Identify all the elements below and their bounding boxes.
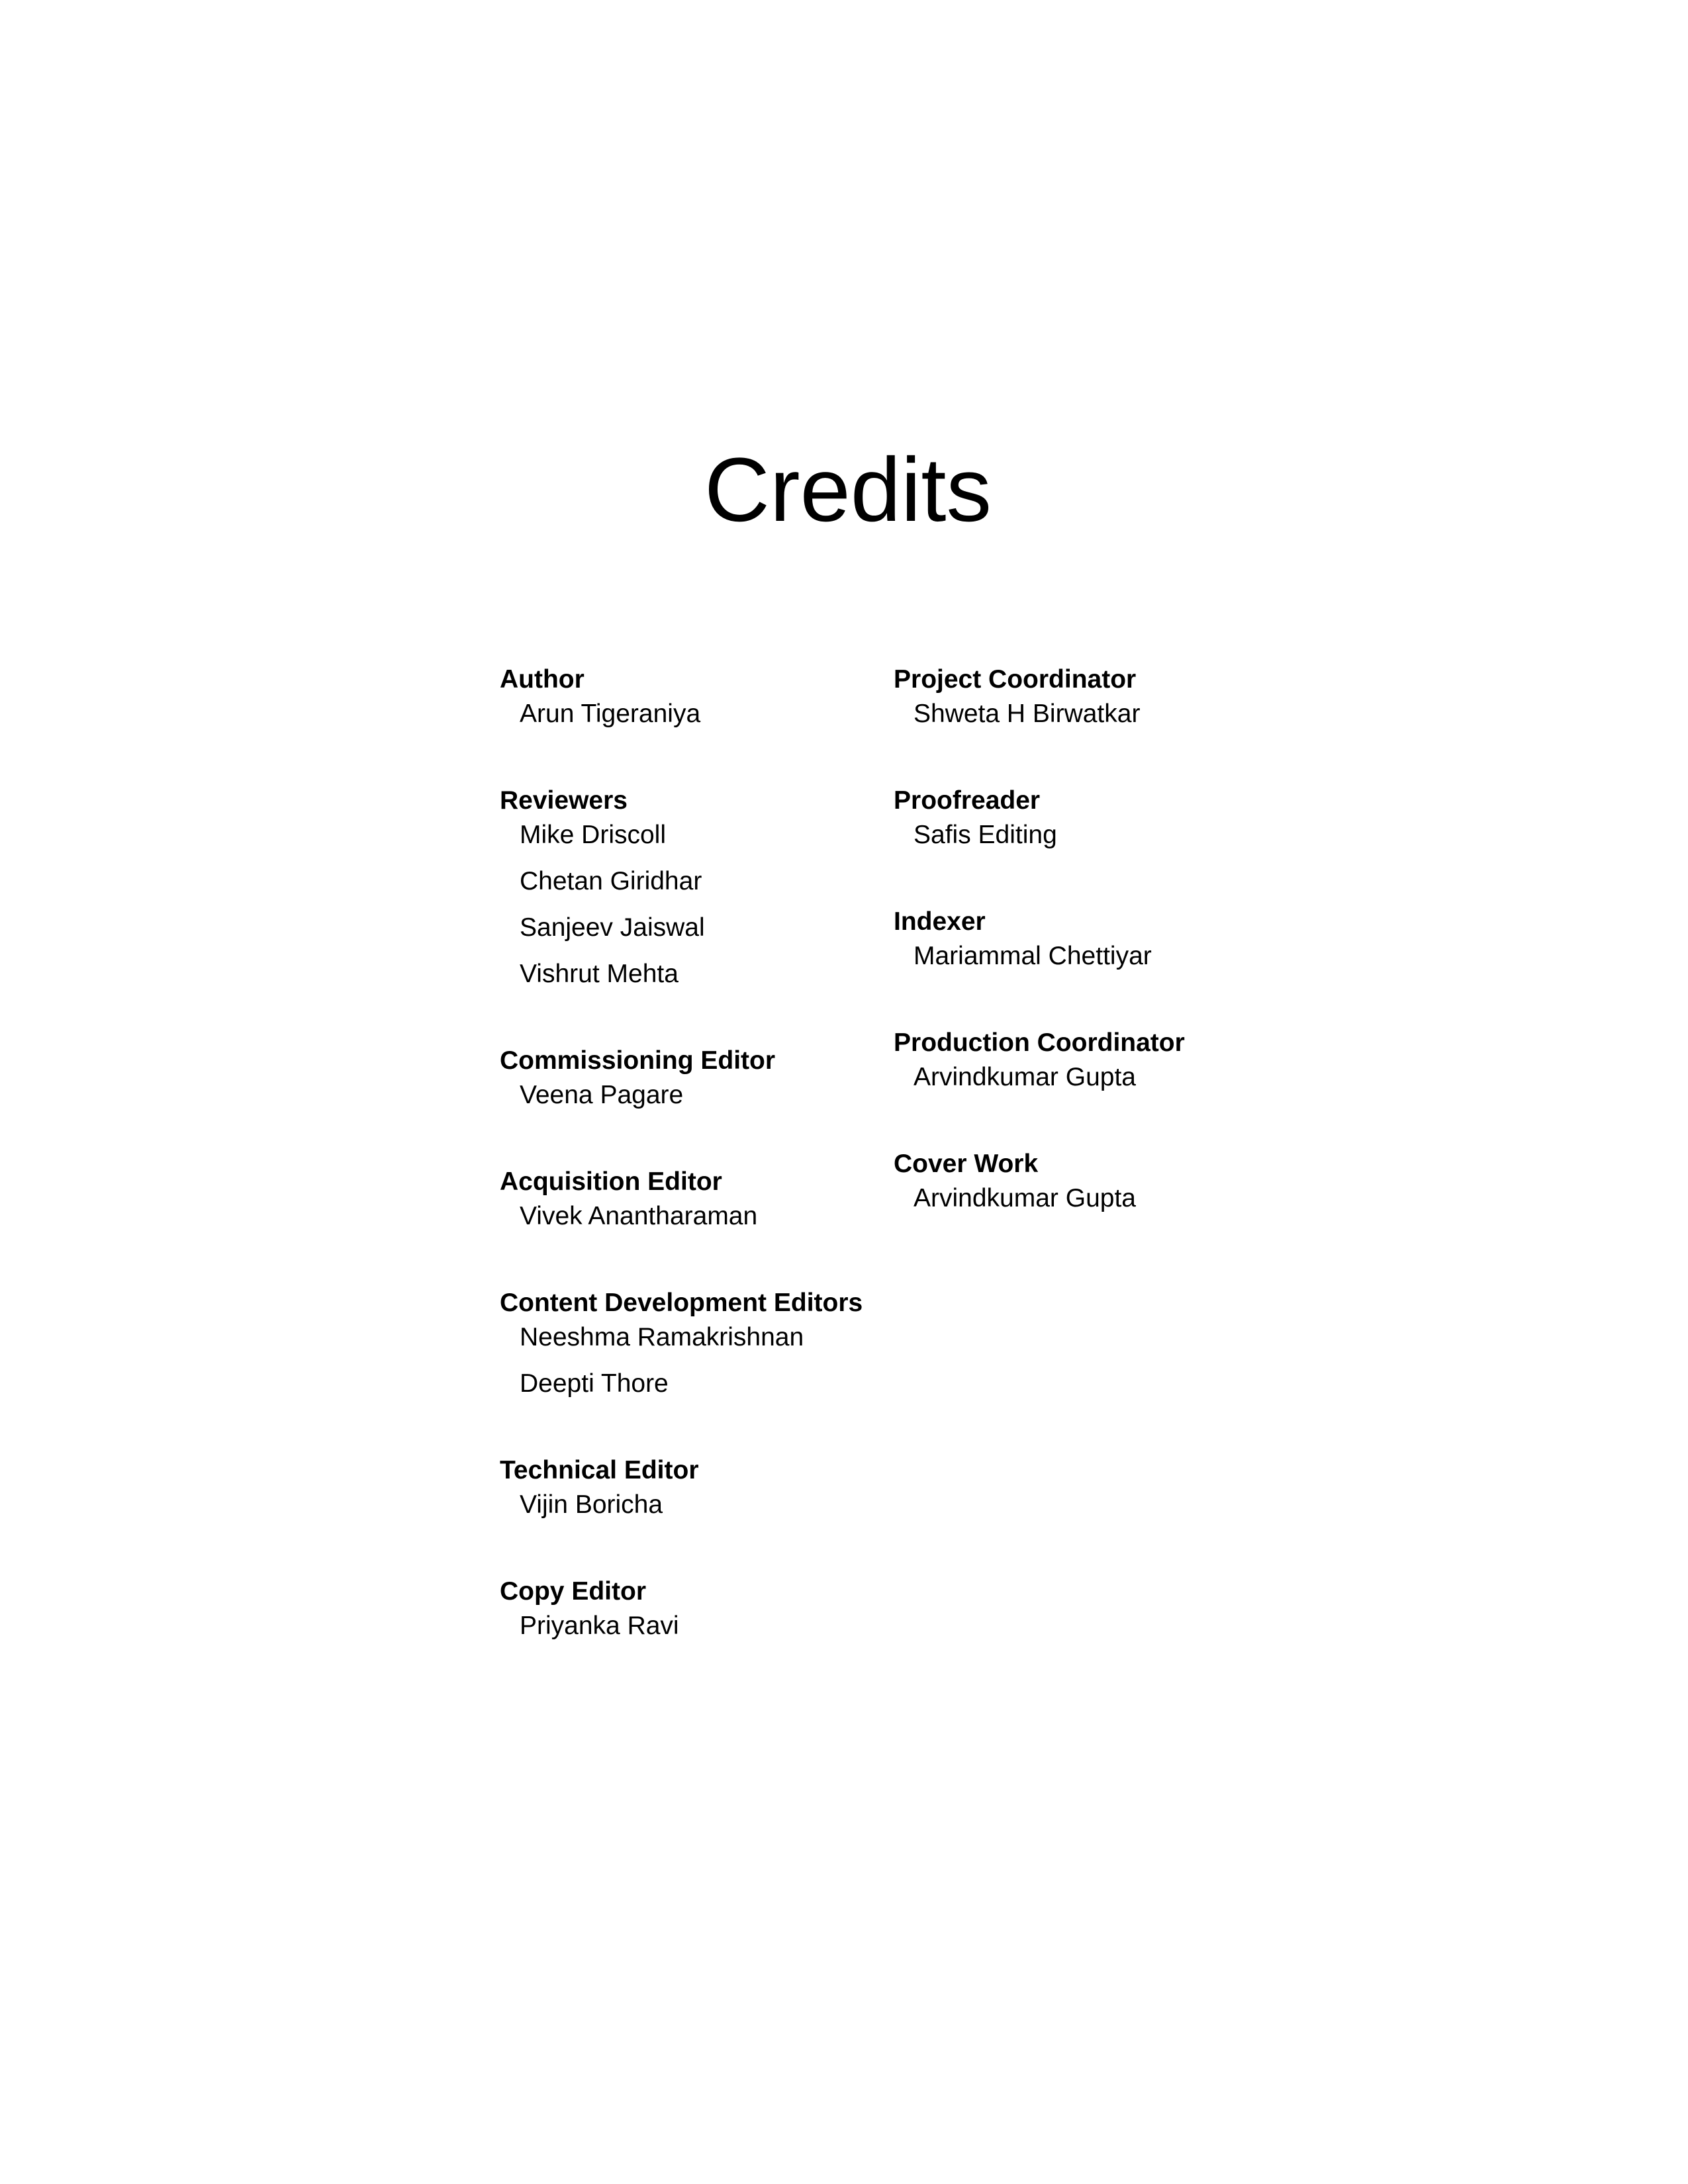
credit-section-cover-work bbox=[894, 1148, 1291, 1222]
credit-section-indexer bbox=[894, 906, 1291, 979]
credit-names bbox=[500, 1072, 897, 1118]
credit-name: Shweta H Birwatkar bbox=[914, 700, 1141, 728]
credit-names bbox=[500, 1482, 897, 1528]
credit-names bbox=[500, 812, 897, 997]
credit-section-content-development-editors bbox=[500, 1287, 897, 1407]
credit-name: Mariammal Chettiyar bbox=[914, 942, 1152, 970]
credit-names bbox=[894, 933, 1291, 979]
credit-role: Cover Work bbox=[894, 1150, 1039, 1178]
credits-left-column bbox=[500, 664, 897, 1697]
credit-role: Copy Editor bbox=[500, 1577, 646, 1606]
credit-name: Chetan Giridhar bbox=[520, 867, 702, 895]
credit-name: Sanjeev Jaiswal bbox=[520, 913, 705, 942]
credit-section-proofreader bbox=[894, 785, 1291, 858]
credit-names bbox=[500, 1603, 897, 1649]
credit-name: Vivek Anantharaman bbox=[520, 1202, 758, 1230]
credit-section-copy-editor bbox=[500, 1576, 897, 1649]
credit-names bbox=[894, 691, 1291, 737]
credit-name: Priyanka Ravi bbox=[520, 1612, 679, 1640]
credit-name: Veena Pagare bbox=[520, 1081, 684, 1109]
credit-role: Technical Editor bbox=[500, 1456, 699, 1484]
credit-section-technical-editor bbox=[500, 1455, 897, 1528]
credit-section-acquisition-editor bbox=[500, 1166, 897, 1240]
credit-name: Arun Tigeraniya bbox=[520, 700, 701, 728]
credit-name: Vijin Boricha bbox=[520, 1490, 663, 1519]
credit-name: Neeshma Ramakrishnan bbox=[520, 1323, 804, 1351]
credit-names bbox=[500, 1314, 897, 1407]
credit-section-author bbox=[500, 664, 897, 737]
credit-section-commissioning-editor bbox=[500, 1045, 897, 1118]
credit-name: Arvindkumar Gupta bbox=[914, 1063, 1136, 1091]
credit-role: Proofreader bbox=[894, 786, 1041, 815]
credit-names bbox=[500, 1193, 897, 1240]
credit-role: Content Development Editors bbox=[500, 1289, 863, 1317]
credits-right-column bbox=[894, 664, 1291, 1269]
credit-role: Author bbox=[500, 665, 585, 694]
credit-role: Acquisition Editor bbox=[500, 1167, 722, 1196]
credit-section-reviewers bbox=[500, 785, 897, 997]
page-title: Credits bbox=[704, 439, 992, 541]
credit-role: Commissioning Editor bbox=[500, 1046, 776, 1075]
credit-names bbox=[894, 1054, 1291, 1101]
credit-name: Vishrut Mehta bbox=[520, 960, 679, 988]
credit-role: Production Coordinator bbox=[894, 1028, 1185, 1057]
credit-names bbox=[500, 691, 897, 737]
credit-names bbox=[894, 1175, 1291, 1222]
credit-section-project-coordinator bbox=[894, 664, 1291, 737]
credit-names bbox=[894, 812, 1291, 858]
credit-role: Project Coordinator bbox=[894, 665, 1137, 694]
credit-name: Safis Editing bbox=[914, 821, 1057, 849]
credit-role: Indexer bbox=[894, 907, 986, 936]
credit-name: Mike Driscoll bbox=[520, 821, 667, 849]
credit-section-production-coordinator bbox=[894, 1027, 1291, 1101]
credit-name: Arvindkumar Gupta bbox=[914, 1184, 1136, 1212]
credit-role: Reviewers bbox=[500, 786, 628, 815]
credit-name: Deepti Thore bbox=[520, 1369, 669, 1398]
